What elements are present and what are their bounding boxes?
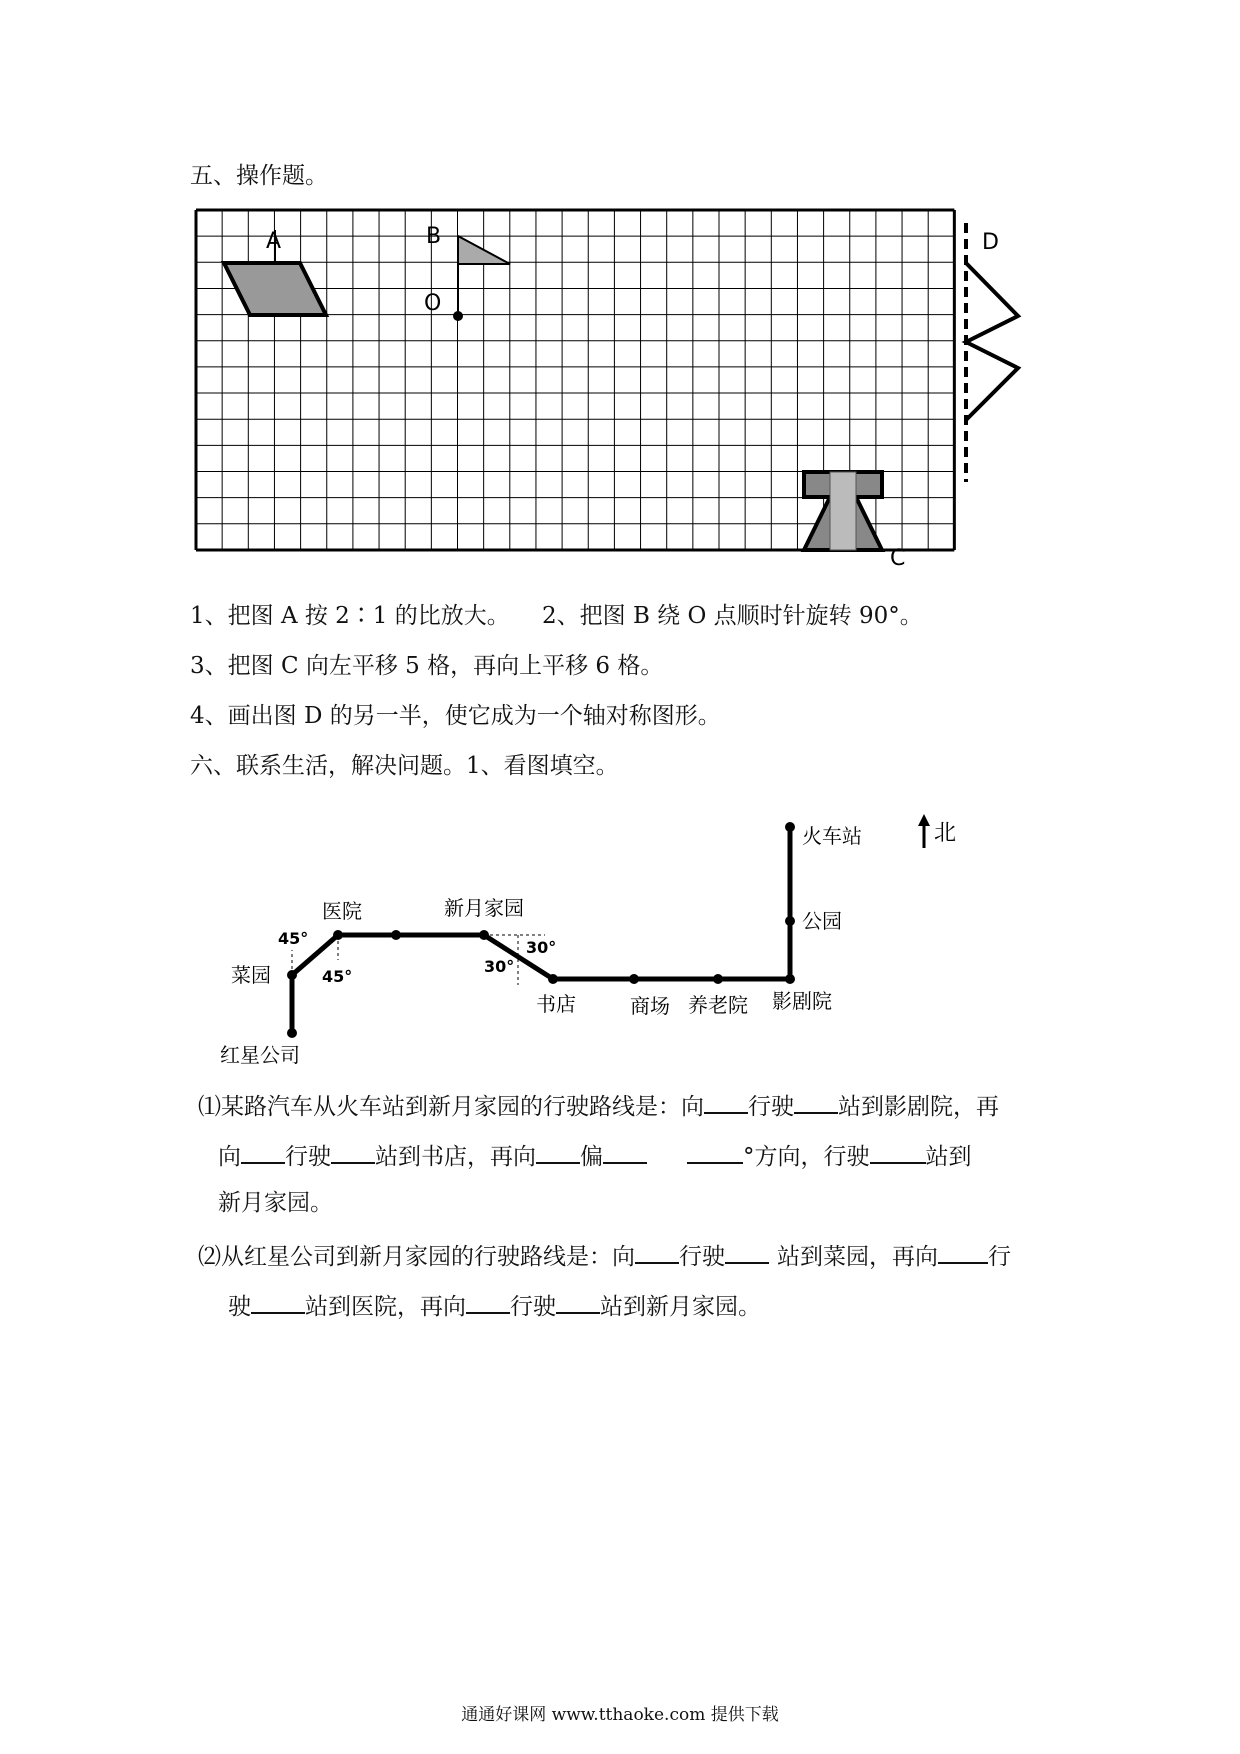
stop-bookstore [548,974,558,984]
station-hongxing: 红星公司 [220,1043,300,1067]
q6-1-text: 偏 [580,1144,603,1170]
q6-1-text: 站到 [925,1144,972,1170]
q6-1-line1 [198,1090,999,1122]
blank[interactable] [704,1090,748,1114]
blank[interactable] [870,1140,926,1164]
q5-3: 3、把图 C 向左平移 5 格，再向上平移 6 格。 [190,653,664,679]
blank[interactable] [687,1140,743,1164]
q5-2: 2、把图 B 绕 O 点顺时针旋转 90°。 [542,603,923,629]
q6-1-text: ⑴某路汽车从火车站到新月家园的行驶路线是：向 [198,1094,704,1120]
figure-c-stem [830,472,856,550]
section5-title: 五、操作题。 [190,163,328,189]
stop-mid [391,930,401,940]
blank[interactable] [725,1240,769,1264]
blank[interactable] [556,1290,600,1314]
station-train: 火车站 [802,824,862,848]
station-park: 公园 [802,909,842,933]
figure-d [966,263,1018,420]
stop-hongxing [287,1028,297,1038]
q6-2-text: 站到医院，再向 [305,1294,466,1320]
station-garden: 菜园 [231,963,271,987]
blank[interactable] [635,1240,679,1264]
blank[interactable] [938,1240,988,1264]
q5-4: 4、画出图 D 的另一半，使它成为一个轴对称图形。 [190,703,721,729]
stop-theater [785,974,795,984]
north-label: 北 [934,821,957,846]
q6-2-line1 [198,1240,1011,1272]
station-mall: 商场 [630,994,670,1018]
blank[interactable] [603,1140,647,1164]
blank[interactable] [331,1140,375,1164]
label-d: D [982,230,999,255]
q6-2-text: 驶 [228,1294,251,1320]
route-map [220,814,956,1067]
q6-1-text: 行驶 [748,1094,794,1120]
q6-2-text: ⑵从红星公司到新月家园的行驶路线是：向 [198,1244,635,1270]
angle-label-2: 45° [322,967,353,986]
q6-1-line3: 新月家园。 [218,1190,333,1216]
stop-elder [713,974,723,984]
label-c: C [890,546,906,571]
q6-1-text: 向 [218,1144,241,1170]
blank[interactable] [536,1140,580,1164]
blank[interactable] [251,1290,305,1314]
q6-2-text: 站到新月家园。 [600,1294,761,1320]
q6-2-line2 [228,1290,761,1322]
q5-1: 1、把图 A 按 2∶1 的比放大。 [190,603,510,629]
north-arrow-head [918,814,930,826]
q6-1-line2 [218,1140,972,1172]
station-hospital: 医院 [322,899,362,923]
q6-2-text: 行 [988,1244,1011,1270]
blank[interactable] [466,1290,510,1314]
label-o: O [424,291,442,316]
station-bookstore: 书店 [536,992,576,1016]
q6-2-text: 行驶 [679,1244,725,1270]
section6-title: 六、联系生活，解决问题。1、看图填空。 [190,753,619,779]
label-a: A [266,229,282,254]
blank[interactable] [794,1090,838,1114]
station-xinyue: 新月家园 [444,896,524,920]
q6-1-text: 行驶 [285,1144,331,1170]
stop-mall [629,974,639,984]
footer: 通通好课网 www.tthaoke.com 提供下载 [461,1705,779,1725]
stop-train [785,822,795,832]
stop-park [785,916,795,926]
q6-2-text: 站到菜园，再向 [777,1244,938,1270]
angle-label-1: 45° [278,929,309,948]
q6-2-text: 行驶 [510,1294,556,1320]
q6-1-text: °方向，行驶 [743,1144,870,1170]
angle-label-4: 30° [484,957,515,976]
label-b: B [426,224,442,249]
station-theater: 影剧院 [772,989,832,1013]
q6-1-text: 站到影剧院，再 [838,1094,999,1120]
figure-a [224,263,326,315]
q6-1-text: 站到书店，再向 [375,1144,536,1170]
angle-label-3: 30° [526,938,557,957]
point-o [453,311,463,321]
blank[interactable] [241,1140,285,1164]
station-elder: 养老院 [688,993,748,1017]
